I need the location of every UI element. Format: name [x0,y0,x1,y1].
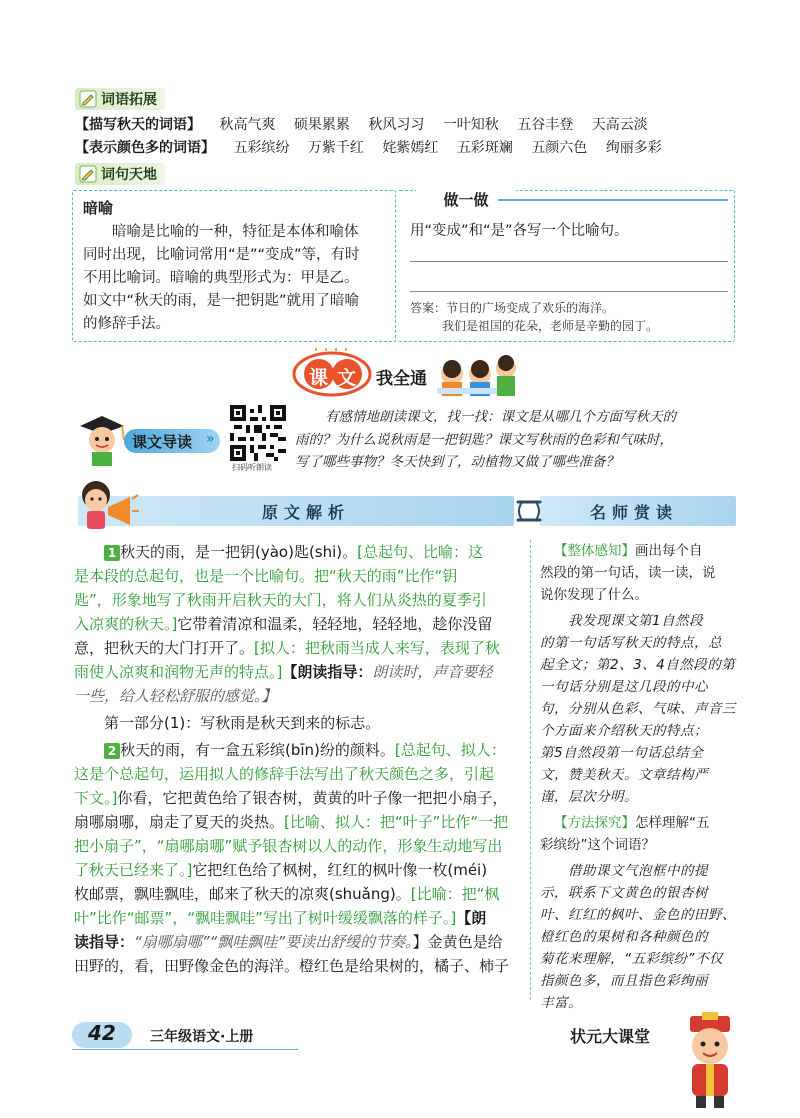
metaphor-title: 暗喻 [83,199,114,217]
practice-box [398,190,735,342]
metaphor-line: 暗喻是比喻的一种，特征是本体和喻体 [112,224,359,240]
note-line: 谨，层次分明。 [540,789,638,805]
text-segment: 你看，它把黄色给了银杏树，黄黄的叶子像一把把小扇子， [117,789,508,807]
note-text: 怎样理解“五 [635,815,710,831]
note-line: 借助课文气泡框中的提 [568,863,708,879]
answer-text-1: 答案：节日的广场变成了欢乐的海洋。 [410,301,615,315]
vocab-word: 五彩缤纷 [233,140,290,156]
practice-prompt: 用“变成”和“是”各写一个比喻句。 [410,223,629,239]
note-line: 菊花来理解，“五彩缤纷”不仅 [540,951,723,967]
text-line [74,660,514,684]
note-line: 起全文；第2、3、4自然段的第 [540,657,736,673]
text-line: 田野的，看，田野像金色的海洋。橙红色是给果树的，橘子、柿子 [74,957,510,975]
text-line [74,906,514,930]
annotation-segment: [总起句、比喻：这 [357,543,484,561]
vocab-word: 绚丽多彩 [605,140,662,156]
text-segment: 扇哪扇哪，扇走了夏天的炎热。 [74,813,285,831]
vocab-word: 五彩斑斓 [456,140,513,156]
note-line: 丰富。 [540,995,582,1011]
guide-label: 课文导读 [132,433,193,451]
qr-code[interactable] [230,405,286,461]
note-body-2 [540,860,740,1014]
annotation-segment: 叶”比作“邮票”，“飘哇飘哇”写出了树叶缓缓飘落的样子。] [74,909,457,927]
metaphor-line: 的修辞手法。 [83,316,170,332]
paragraph-number: 2 [104,743,120,759]
text-line: 这是个总起句，运用拟人的修辞手法写出了秋天颜色之多，引起 [74,765,495,783]
guide-text [295,406,740,474]
part-summary: 第一部分(1)：写秋雨是秋天到来的标志。 [104,714,381,732]
note-line [540,812,740,834]
answer-text-2: 我们是祖国的花朵，老师是辛勤的园丁。 [442,319,659,333]
text-line [74,810,514,834]
qr-caption: 扫码听朗读 [232,463,272,472]
note-line: 然段的第一句话，读一读，说 [540,565,716,581]
annotation-segment: 下文。] [74,789,118,807]
annotation-segment: 雨使人凉爽和润物无声的特点。] [74,663,283,681]
annotation-segment: [比喻、拟人：把“叶子”比作“一把 [284,813,509,831]
vocab-row-autumn [75,114,662,136]
reading-guide-text: “扇哪扇哪”“飘哇飘哇”要读出舒缓的节奏。 [134,933,413,951]
metaphor-line: 不用比喻词。暗喻的典型形式为：甲是乙。 [83,270,359,286]
paragraph-number: 1 [104,545,120,561]
annotation-segment: [拟人：把秋雨当成人来写，表现了秋 [254,639,500,657]
metaphor-text [83,221,391,336]
text-segment: 秋天的雨，有一盒五彩缤(bīn)纷的颜料。 [120,741,395,759]
vocab-word: 秋风习习 [368,117,425,133]
practice-title: 做一做 [416,189,516,209]
teacher-notes [540,540,740,1014]
note-line: 指颜色多，而且指色彩绚丽 [540,973,708,989]
sentence-section-title: 词句天地 [101,167,157,183]
chevron-right-icon: » [206,431,215,447]
text-line [74,930,514,954]
annotation-segment: [比喻：把“枫 [410,885,500,903]
note-line [540,540,740,562]
vocab-word: 五谷丰登 [517,117,574,133]
metaphor-box [72,190,396,342]
text-line: 一些，给人轻松舒服的感觉。】 [74,687,277,705]
text-segment: 】金黄色是给 [412,933,503,951]
main-text [74,540,514,978]
kewen-logo [292,348,522,398]
logo-rest: 我全通 [376,369,427,389]
text-line: 匙”，形象地写了秋雨开启秋天的大门，将人们从炎热的夏季引 [74,591,487,609]
divider-bracket-icon [512,494,546,528]
answer-line [410,291,728,292]
vocab-section-title: 词语拓展 [101,92,157,108]
sentence-section-tag [75,163,165,185]
page-number: 42 [88,1021,116,1045]
text-line [74,882,514,906]
guide-label-block [72,412,222,466]
vocab-word: 硕果累累 [293,117,350,133]
reading-guide-label: 【朗读指导： [282,663,373,681]
reading-guide-text: 朗读时，声音要轻 [372,663,493,681]
reading-guide-label: 读指导： [74,933,135,951]
answer-line [410,261,728,262]
vocab-word: 姹紫嫣红 [382,140,439,156]
scholar-mascot-icon [676,1012,744,1112]
note-line: 一句话分别是这几段的中心 [540,679,708,695]
vocab-word: 天高云淡 [591,117,648,133]
student-mascot-icon [72,412,132,466]
note-line: 文，赞美秋天。文章结构严 [540,767,708,783]
note-line: 示，联系下文黄色的银杏树 [540,885,708,901]
vocab-section-tag [75,88,165,110]
guide-line: 有感情地朗读课文，找一找：课文是从哪几个方面写秋天的 [325,409,676,425]
guide-line: 写了哪些事物？冬天快到了，动植物又做了哪些准备？ [295,454,619,470]
note-heading: 【方法探究】 [554,815,635,831]
text-segment: 秋天的雨，是一把钥(yào)匙(shi)。 [120,543,358,561]
vocab-row-label: 【表示颜色多的词语】 [75,140,215,156]
text-segment: 它带着清凉和温柔，轻轻地，轻轻地，趁你没留 [177,615,493,633]
text-line: 是本段的总起句，也是一个比喻句。把“秋天的雨”比作“钥 [74,567,458,585]
vocab-word: 一叶知秋 [442,117,499,133]
annotation-segment: [总起句、拟人： [394,741,506,759]
note-line: 的第一句话写秋天的特点，总 [540,635,722,651]
note-line: 橙红色的果树和各种颜色的 [540,929,708,945]
footer-rule [72,1049,298,1050]
annotation-segment: 入凉爽的秋天。] [74,615,178,633]
text-line [74,612,514,636]
pencil-icon [79,165,97,183]
girl-megaphone-icon [74,477,140,535]
book-title: 三年级语文·上册 [150,1029,254,1045]
note-line: 我发现课文第1自然段 [568,613,704,629]
practice-title-rule [498,199,728,201]
text-line [74,786,514,810]
pencil-icon [79,90,97,108]
logo-wen: 文 [337,367,357,389]
text-line [74,738,514,762]
banner-left-title: 原文解析 [262,503,351,522]
guide-line: 雨的？为什么说秋雨是一把钥匙？课文写秋雨的色彩和气味时， [295,431,673,448]
metaphor-line: 同时出现，比喻词常用“是”“变成”等，有时 [83,247,360,263]
vocab-row-label: 【描写秋天的词语】 [75,117,201,133]
text-segment: 枚邮票，飘哇飘哇，邮来了秋天的凉爽(shuǎng)。 [74,885,411,903]
note-line: 彩缤纷”这个词语？ [540,837,655,853]
note-body-1 [540,610,740,808]
reading-guide-label: 【朗 [456,909,487,927]
note-line: 个方面来介绍秋天的特点； [540,723,708,739]
text-segment: 它把红色给了枫树，红红的枫叶像一枚(méi) [192,861,488,879]
note-line: 说你发现了什么。 [540,587,648,603]
annotation-segment: 了秋天已经来了。] [74,861,193,879]
brand-name: 状元大课堂 [570,1027,651,1046]
vocab-word: 秋高气爽 [219,117,276,133]
qr-code-icon [230,405,286,461]
note-line: 叶、红红的枫叶、金色的田野、 [540,907,736,923]
text-line [74,540,514,564]
note-line: 句，分别从色彩、气味、声音三 [540,701,736,717]
vocab-word: 五颜六色 [531,140,588,156]
banner-right-title: 名师赏读 [590,503,679,522]
text-line: 把小扇子”，“扇哪扇哪”赋予银杏树以人的动作，形象生动地写出 [74,837,503,855]
logo-ke: 课 [309,367,329,389]
metaphor-line: 如文中“秋天的雨，是一把钥匙”就用了暗喻 [83,293,360,309]
text-line [74,858,514,882]
column-divider [530,540,531,1000]
text-segment: 意，把秋天的大门打开了。 [74,639,255,657]
vocab-row-colors [75,137,676,159]
note-text: 画出每个自 [635,543,703,559]
note-heading: 【整体感知】 [554,543,635,559]
text-line [74,636,514,660]
note-line: 第5自然段第一句话总结全 [540,745,704,761]
vocab-word: 万紫千红 [307,140,364,156]
